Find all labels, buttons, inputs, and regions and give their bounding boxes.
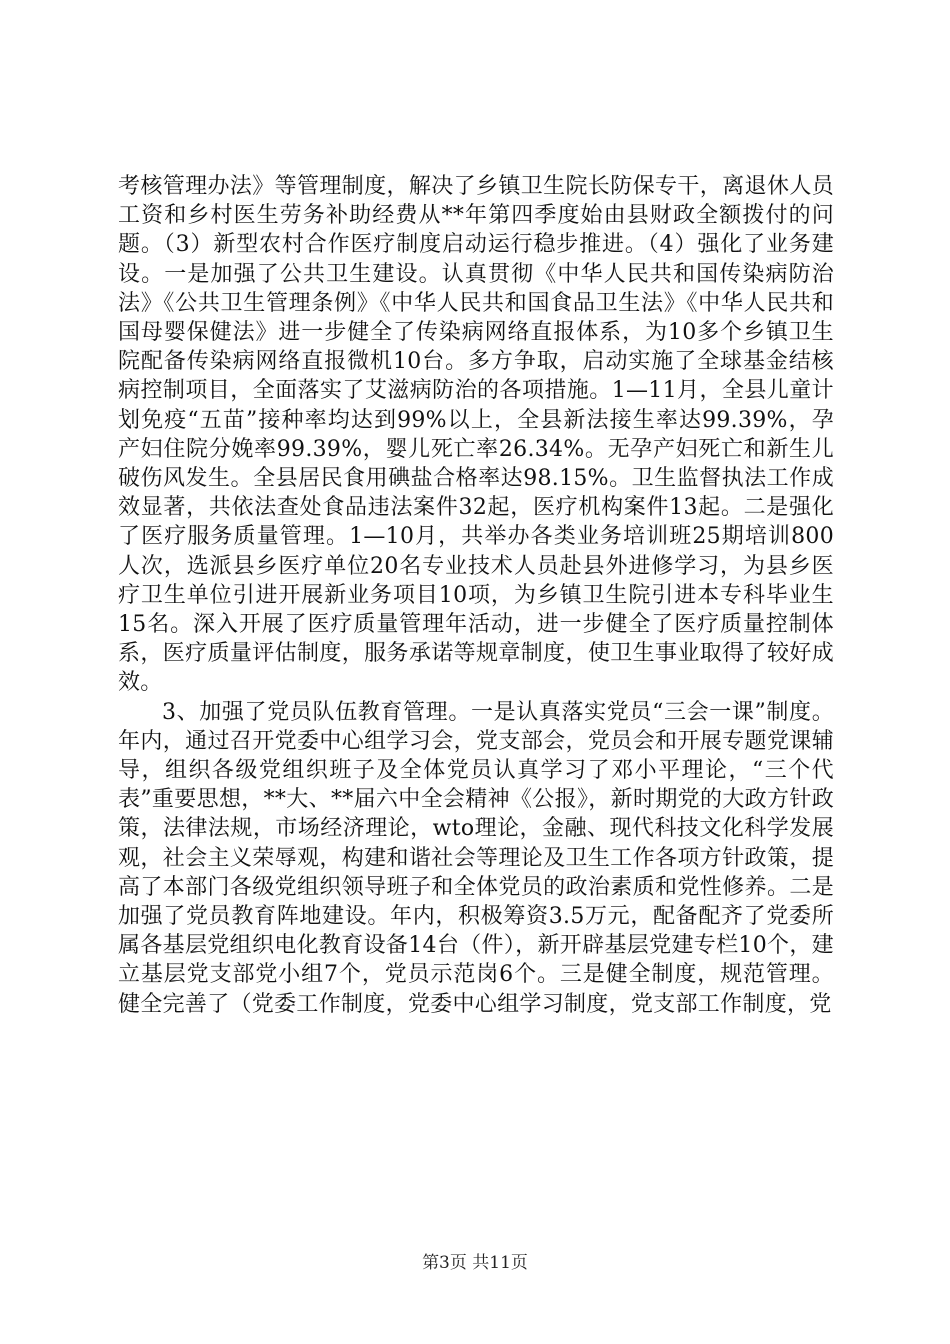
paragraph-party-education: 3、加强了党员队伍教育管理。一是认真落实党员“三会一课”制度。年内，通过召开党委中心组学习会，党支部会，党员会和开展专题党课辅导，组织各级党组织班子及全体党员认真学习了邓小平理论，“三个代表”重要思想，**大、**届六中全会精神《公报》，新时期党的大政方针政策，法律法规，市场经济理论，wto理论，金融、现代科技文化科学发展观，社会主义荣辱观，构建和谐社会等理论及卫生工作各项方针政策，提高了本部门各级党组织领导班子和全体党员的政治素质和党性修养。二是加强了党员教育阵地建设。年内，积极筹资3.5万元，配备配齐了党委所属各基层党组织电化教育设备14台（件），新开辟基层党建专栏10个，建立基层党支部党小组7个，党员示范岗6个。三是健全制度，规范管理。健全完善了（党委工作制度，党委中心组学习制度，党支部工作制度，党 bbox=[118, 699, 834, 1017]
paragraph-continuation: 考核管理办法》等管理制度，解决了乡镇卫生院长防保专干，离退休人员工资和乡村医生劳务补助经费从**年第四季度始由县财政全额拨付的问题。（3）新型农村合作医疗制度启动运行稳步推进。（4）强化了业务建设。一是加强了公共卫生建设。认真贯彻《中华人民共和国传染病防治法》《公共卫生管理条例》《中华人民共和国食品卫生法》《中华人民共和国母婴保健法》进一步健全了传染病网络直报体系，为10多个乡镇卫生院配备传染病网络直报微机10台。多方争取，启动实施了全球基金结核病控制项目，全面落实了艾滋病防治的各项措施。1—11月，全县儿童计划免疫“五苗”接种率均达到99%以上，全县新法接生率达99.39%，孕产妇住院分娩率99.39%，婴儿死亡率26.34%。无孕产妇死亡和新生儿破伤风发生。全县居民食用碘盐合格率达98.15%。卫生监督执法工作成效显著，共依法查处食品违法案件32起，医疗机构案件13起。二是强化了医疗服务质量管理。1—10月，共举办各类业务培训班25期培训800人次，选派县乡医疗单位20名专业技术人员赴县外进修学习，为县乡医疗卫生单位引进开展新业务项目10项，为乡镇卫生院引进本专科毕业生15名。深入开展了医疗质量管理年活动，进一步健全了医疗质量控制体系，医疗质量评估制度，服务承诺等规章制度，使卫生事业取得了较好成效。 bbox=[118, 174, 834, 696]
page-footer: 第3页 共11页 bbox=[422, 1253, 528, 1273]
document-body bbox=[118, 172, 834, 1019]
